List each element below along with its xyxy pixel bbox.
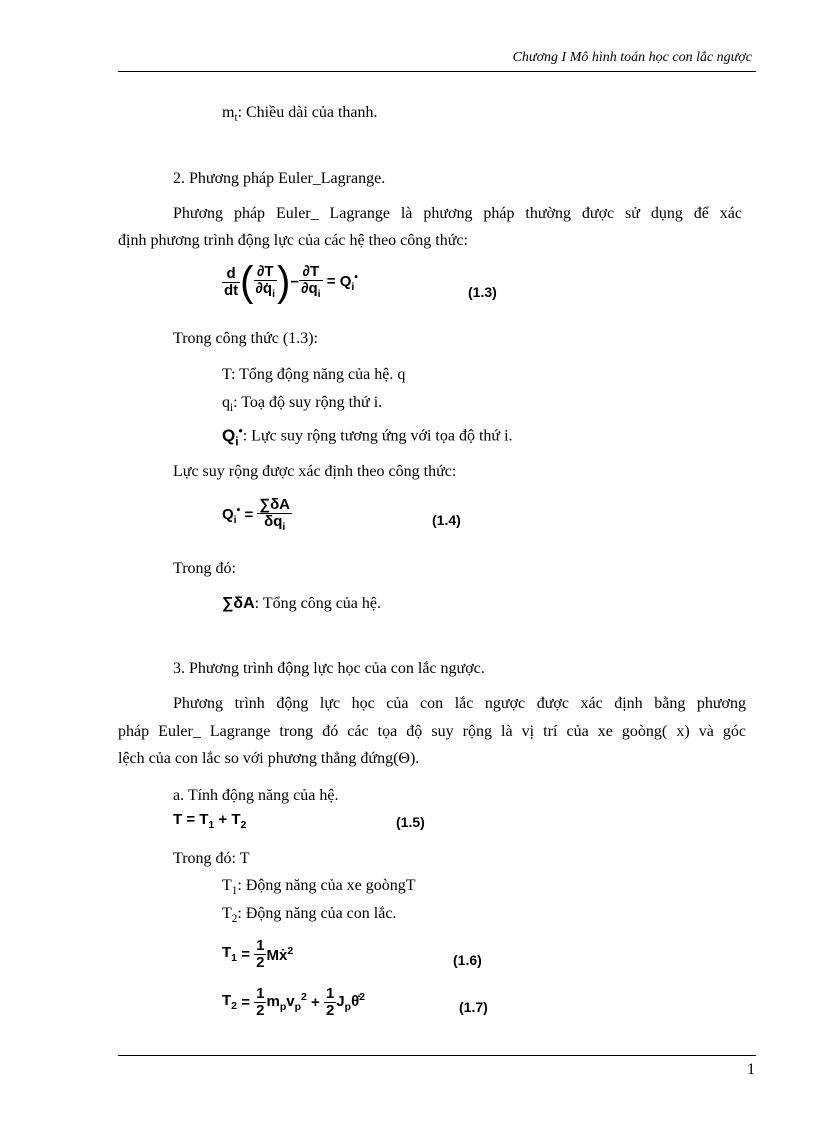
paragraph-line: Trong công thức (1.3): [173, 330, 318, 347]
paragraph-line: Phương trình động lực học của con lắc ngược được xác định bằng phương [173, 695, 746, 712]
paragraph-line: định phương trình động lực của các hệ theo công thức: [118, 232, 468, 249]
equation-number: (1.6) [453, 952, 482, 968]
footer-rule [118, 1055, 756, 1056]
running-header: Chương I Mô hình toán học con lắc ngược [512, 50, 752, 65]
equation-number: (1.3) [468, 284, 497, 300]
definition-Q: $Q_i^•$: Lực suy rộng tương ứng với tọa độ thứ i. [222, 423, 513, 449]
equation-1-7: $T_2$ = $\frac{1}{2}$ $m_pv_p^2$ + $\frac{1}{2}$ $J_p\thetȧ^2$ [222, 985, 366, 1019]
paragraph-line: Lực suy rộng được xác định theo công thức: [173, 463, 457, 480]
definition-q: $q_i$: Toạ độ suy rộng thứ i. [222, 394, 383, 415]
section-heading-3: 3. Phương trình động lực học của con lắc ngược. [173, 660, 485, 677]
paragraph-line: Trong đó: T [173, 850, 250, 867]
equation-number: (1.4) [432, 512, 461, 528]
equation-1-5: $T = T_1 + T_2$ [173, 811, 247, 831]
header-rule [118, 71, 756, 72]
definition-T2: $T_2$: Động năng của con lắc. [222, 905, 397, 926]
equation-1-4: $Q_i^•$ = $\frac{\sum\delta A}{\delta q_i}$ [222, 496, 291, 533]
paragraph-line: Trong đó: [173, 560, 236, 577]
definition-T1: $T_1$: Động năng của xe goòngT [222, 877, 416, 898]
definition-sum: ∑δA: Tổng công của hệ. [222, 595, 382, 612]
paragraph-line: Phương pháp Euler_ Lagrange là phương pháp thường được sử dụng để xác [173, 205, 742, 222]
equation-number: (1.7) [459, 999, 488, 1015]
paragraph-line: pháp Euler_ Lagrange trong đó các tọa độ suy rộng là vị trí của xe goòng( x) và góc [118, 723, 746, 740]
subsection-a: a. Tính động năng của hệ. [173, 787, 339, 804]
equation-1-3: $\frac{d}{dt}$ ( $\frac{\partial T}{\partial q̇_i}$ )− $\frac{\partial T}{\partial q_i}$ = $Q_i^•$ [224, 258, 358, 306]
page-number: 1 [747, 1061, 755, 1078]
definition-m: $m_t$: Chiều dài của thanh. [222, 104, 378, 125]
equation-number: (1.5) [396, 814, 425, 830]
definition-T: T: Tổng động năng của hệ. q [222, 366, 406, 383]
section-heading-2: 2. Phương pháp Euler_Lagrange. [173, 170, 386, 187]
equation-1-6: $T_1$ = $\frac{1}{2}$ Mẋ$^2$ [222, 937, 294, 971]
paragraph-line: lệch của con lắc so với phương thẳng đứng(Θ). [118, 750, 420, 767]
